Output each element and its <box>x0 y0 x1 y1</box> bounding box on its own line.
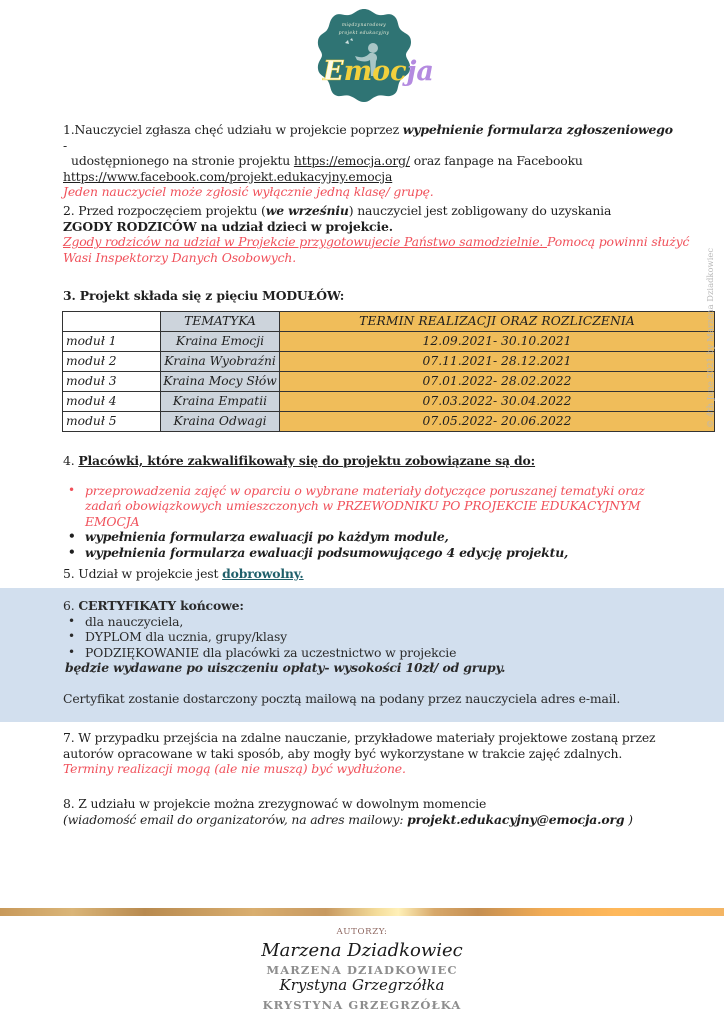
logo-tagline-2: projekt edukacyjny <box>338 31 390 36</box>
section-3-heading <box>63 288 344 304</box>
author-name-1: MARZENA DZIADKOWIEC <box>266 963 458 977</box>
s4-item: • przeprowadzenia zajęć w oparciu o wybrane materiały dotyczące poruszanej tematyki oraz zadań obowiązkowych umieszczonych w PRZEWODNIKU PO PROJEKCIE EDUKACYJNYM EMOCJA <box>63 483 673 530</box>
table-row <box>63 412 715 432</box>
s1-text: 1.Nauczyciel zgłasza chęć udziału w projekcie poprzez <box>63 122 403 137</box>
s2-rest: na udział dzieci w projekcie. <box>196 218 393 234</box>
signature-2: Krystyna Grzegrzółka <box>279 976 445 994</box>
section-7 <box>63 730 703 777</box>
s6-item: • PODZIĘKOWANIE dla placówki za uczestnictwo w projekcie <box>63 645 703 661</box>
theme-cell: Kraina Emocji <box>161 332 280 352</box>
dates-cell: 07.01.2022- 28.02.2022 <box>280 372 715 392</box>
voluntary-link[interactable]: dobrowolny. <box>222 566 304 581</box>
dates-cell: 12.09.2021- 30.10.2021 <box>280 332 715 352</box>
authors-label: AUTORZY: <box>336 927 388 937</box>
s8-line1: 8. Z udziału w projekcie można zrezygnować w dowolnym momencie <box>63 796 487 811</box>
theme-cell: Kraina Mocy Słów <box>161 372 280 392</box>
s2-note-line2: Wasi Inspektorzy Danych Osobowych. <box>63 249 297 265</box>
s7-line1: 7. W przypadku przejścia na zdalne nauczanie, przykładowe materiały projektowe zostaną przez <box>63 730 656 745</box>
header-theme: TEMATYKA <box>161 312 280 332</box>
s6-heading: CERTYFIKATY <box>78 598 176 613</box>
s7-line2: autorów opracowane w taki sposób, aby mogły być wykorzystane w trakcie zajęć zdalnych. <box>63 745 623 761</box>
s6-payment-note: będzie wydawane po uiszczeniu opłaty- wysokości 10zł/ od grupy. <box>65 660 506 676</box>
s2-caps: ZGODY RODZICÓW <box>63 218 197 234</box>
s1-note: Jeden nauczyciel może zgłosić wyłącznie jedną klasę/ grupę. <box>63 184 434 200</box>
module-cell: moduł 4 <box>63 392 161 412</box>
s6-heading-rest: końcowe: <box>175 598 244 613</box>
s1-text-end: - <box>63 137 68 153</box>
s4-item: • wypełnienia formularza ewaluacji po każdym module, <box>63 529 673 545</box>
s2-text-end: ) nauczyciel jest zobligowany do uzyskania <box>348 203 612 218</box>
emocja-logo <box>315 6 434 104</box>
module-cell: moduł 5 <box>63 412 161 432</box>
s4-number: 4. <box>63 453 79 468</box>
s3-heading-text: 3. Projekt składa się z pięciu <box>63 288 263 303</box>
s2-note-rest: Pomocą powinni służyć <box>547 234 690 250</box>
header-empty-cell <box>63 312 161 332</box>
table-row <box>63 392 715 412</box>
theme-cell: Kraina Odwagi <box>161 412 280 432</box>
s6-item: • DYPLOM dla ucznia, grupy/klasy <box>63 629 703 645</box>
s1-emphasis: wypełnienie formularza zgłoszeniowego <box>402 122 673 137</box>
s1-text-3: oraz fanpage na Facebooku <box>409 153 583 169</box>
theme-cell: Kraina Empatii <box>161 392 280 412</box>
s1-text-2: udostępnionego na stronie projektu <box>71 153 294 169</box>
author-name-2: KRYSTYNA GRZEGRZÓŁKA <box>262 998 462 1012</box>
module-cell: moduł 2 <box>63 352 161 372</box>
s8-line2: (wiadomość email do organizatorów, na adres mailowy: <box>63 811 408 827</box>
s7-note: Terminy realizacji mogą (ale nie muszą) być wydłużone. <box>63 761 406 777</box>
modules-table <box>62 311 715 432</box>
s6-number: 6. <box>63 598 79 613</box>
facebook-link[interactable]: https://www.facebook.com/projekt.edukacyjny.emocja <box>63 168 393 184</box>
s8-line2-end: ) <box>624 811 633 827</box>
table-row <box>63 332 715 352</box>
logo-wordmark: Emocja <box>323 56 434 87</box>
s6-delivery-note: Certyfikat zostanie dostarczony pocztą mailową na podany przez nauczyciela adres e-mail. <box>63 690 621 706</box>
section-1 <box>63 122 673 200</box>
module-cell: moduł 1 <box>63 332 161 352</box>
s2-note-underlined: Zgody rodziców na udział w Projekcie przygotowujecie Państwo samodzielnie. <box>63 234 548 250</box>
s4-heading: Placówki, które zakwalifikowały się do projektu zobowiązane są do: <box>78 453 536 468</box>
s5-text: 5. Udział w projekcie jest <box>63 566 223 581</box>
section-6 <box>63 598 703 707</box>
dates-cell: 07.11.2021- 28.12.2021 <box>280 352 715 372</box>
dates-cell: 07.03.2022- 30.04.2022 <box>280 392 715 412</box>
signature-1: Marzena Dziadkowiec <box>261 940 463 961</box>
s4-list <box>63 483 673 561</box>
contact-email-link[interactable]: projekt.edukacyjny@emocja.org <box>407 811 625 827</box>
copyright-watermark: © 4th June 2021 by Marzena Dziadkowiec <box>705 247 715 428</box>
s4-item: • wypełnienia formularza ewaluacji podsumowującego 4 edycję projektu, <box>63 545 673 561</box>
logo-tagline-1: międzynarodowy <box>341 23 387 28</box>
emocja-site-link[interactable]: https://emocja.org/ <box>293 153 410 169</box>
section-5 <box>63 566 304 582</box>
section-2 <box>63 203 703 265</box>
theme-cell: Kraina Wyobraźni <box>161 352 280 372</box>
header-dates: TERMIN REALIZACJI ORAZ ROZLICZENIA <box>280 312 715 332</box>
table-row <box>63 372 715 392</box>
logo-badge-icon <box>315 6 434 104</box>
module-cell: moduł 3 <box>63 372 161 392</box>
s6-item: • dla nauczyciela, <box>63 614 703 630</box>
s2-text: 2. Przed rozpoczęciem projektu ( <box>63 203 266 218</box>
s2-emphasis: we wrześniu <box>265 203 349 218</box>
section-4 <box>63 453 703 561</box>
table-row <box>63 352 715 372</box>
s6-list <box>63 614 703 661</box>
section-8 <box>63 796 703 827</box>
s3-heading-caps: MODUŁÓW: <box>262 288 345 303</box>
table-header-row <box>63 312 715 332</box>
gold-divider <box>0 908 724 916</box>
dates-cell: 07.05.2022- 20.06.2022 <box>280 412 715 432</box>
